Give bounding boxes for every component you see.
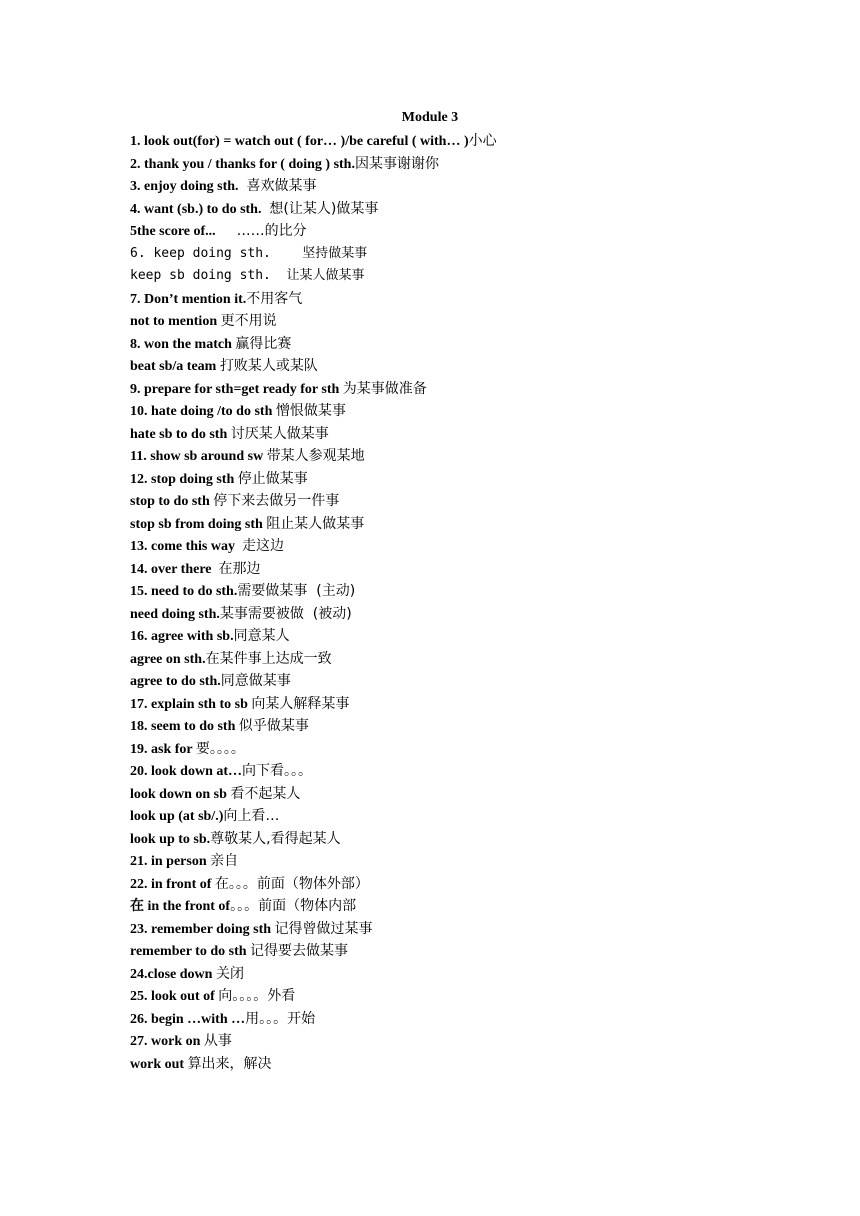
phrase-chinese: 用。。。开始 bbox=[245, 1010, 316, 1027]
phrase-english: 在 in the front of bbox=[130, 899, 231, 914]
phrase-english: 16. agree with sb. bbox=[130, 629, 234, 644]
phrase-chinese: 算出来，解决 bbox=[187, 1055, 272, 1072]
phrase-english: stop sb from doing sth bbox=[130, 516, 267, 532]
phrase-chinese: 停下来去做另一件事 bbox=[213, 493, 340, 509]
phrase-english: 6. keep doing sth. bbox=[130, 245, 303, 261]
phrase-line bbox=[130, 288, 830, 311]
phrase-english: agree to do sth. bbox=[130, 674, 221, 689]
phrase-english: need doing sth. bbox=[130, 606, 220, 622]
phrase-line bbox=[130, 198, 830, 221]
phrase-english: look up to sb. bbox=[130, 831, 211, 847]
phrase-english: keep sb doing sth. bbox=[130, 268, 287, 283]
phrase-english: 18. seem to do sth bbox=[130, 719, 239, 734]
phrase-line bbox=[130, 963, 830, 986]
phrase-line bbox=[130, 670, 830, 693]
module-title: Module 3 bbox=[401, 110, 459, 125]
phrase-chinese: 带某人参观某地 bbox=[266, 448, 365, 464]
phrase-line bbox=[130, 738, 830, 761]
phrase-chinese: 想(让某人)做某事 bbox=[264, 200, 379, 217]
phrase-chinese: 亲自 bbox=[210, 853, 239, 869]
phrase-chinese: 看不起某人 bbox=[230, 785, 301, 802]
phrase-line bbox=[130, 850, 830, 873]
phrase-line bbox=[130, 603, 830, 626]
phrase-chinese: 关闭 bbox=[215, 965, 244, 982]
phrase-english: 21. in person bbox=[130, 854, 211, 869]
phrase-chinese: 阻止某人做某事 bbox=[266, 515, 365, 532]
phrase-english: agree on sth. bbox=[130, 651, 206, 667]
phrase-english: look down on sb bbox=[130, 786, 231, 802]
phrase-english: 4. want (sb.) to do sth. bbox=[130, 201, 265, 217]
phrase-chinese: 要。。。。 bbox=[195, 740, 245, 757]
phrase-chinese: 。。。前面（物体内部 bbox=[230, 898, 357, 914]
phrase-english: 14. over there bbox=[130, 561, 219, 577]
phrase-line bbox=[130, 468, 830, 491]
phrase-chinese: 不用客气 bbox=[246, 290, 303, 307]
phrase-chinese: 讨厌某人做某事 bbox=[230, 425, 329, 442]
phrase-english: 26. begin …with … bbox=[130, 1011, 246, 1027]
phrase-line bbox=[130, 1008, 830, 1031]
phrase-chinese: 似乎做某事 bbox=[238, 718, 309, 734]
phrase-line bbox=[130, 805, 830, 828]
phrase-chinese: 在那边 bbox=[218, 560, 261, 577]
phrase-chinese: 向某人解释某事 bbox=[251, 695, 350, 712]
phrase-line bbox=[130, 828, 830, 851]
phrase-english: 10. hate doing /to do sth bbox=[130, 404, 276, 419]
phrase-english: 13. come this way bbox=[130, 539, 242, 554]
phrase-line bbox=[130, 175, 830, 198]
phrase-chinese: 更不用说 bbox=[220, 313, 277, 329]
phrase-line bbox=[130, 940, 830, 963]
phrase-chinese: 小心 bbox=[468, 133, 497, 149]
phrase-line bbox=[130, 130, 830, 153]
phrase-english: remember to do sth bbox=[130, 944, 251, 959]
phrase-english: 22. in front of bbox=[130, 876, 215, 892]
phrase-line bbox=[130, 895, 830, 918]
phrase-chinese: 走这边 bbox=[242, 538, 284, 554]
phrase-chinese: 从事 bbox=[203, 1033, 232, 1049]
phrase-english: 23. remember doing sth bbox=[130, 921, 275, 937]
phrase-line bbox=[130, 1053, 830, 1076]
phrase-line bbox=[130, 243, 830, 266]
phrase-chinese: 某事需要被做 (被动) bbox=[219, 605, 352, 622]
phrase-line bbox=[130, 648, 830, 671]
phrase-line bbox=[130, 310, 830, 333]
phrase-english: 20. look down at… bbox=[130, 764, 243, 779]
phrase-line bbox=[130, 873, 830, 896]
phrase-chinese: 在。。。前面（物体外部） bbox=[214, 875, 369, 892]
phrase-chinese: 憎恨做某事 bbox=[275, 403, 346, 419]
phrase-line bbox=[130, 558, 830, 581]
phrase-line bbox=[130, 715, 830, 738]
phrase-line bbox=[130, 400, 830, 423]
phrase-chinese: 坚持做某事 bbox=[302, 245, 368, 261]
phrase-english: 7. Don’t mention it. bbox=[130, 291, 247, 307]
phrase-line bbox=[130, 423, 830, 446]
phrase-chinese: 在某件事上达成一致 bbox=[205, 650, 332, 667]
phrase-chinese: 向下看。。。 bbox=[242, 763, 313, 779]
phrase-english: 3. enjoy doing sth. bbox=[130, 179, 243, 194]
phrase-line bbox=[130, 153, 830, 176]
phrase-line bbox=[130, 1030, 830, 1053]
phrase-chinese: 向。。。。外看 bbox=[218, 988, 296, 1004]
phrase-line bbox=[130, 625, 830, 648]
phrase-chinese: 让某人做某事 bbox=[286, 268, 365, 283]
phrase-line bbox=[130, 490, 830, 513]
phrase-english: hate sb to do sth bbox=[130, 426, 231, 442]
phrase-line bbox=[130, 985, 830, 1008]
phrase-english: 25. look out of bbox=[130, 989, 219, 1004]
phrase-chinese: 赢得比赛 bbox=[235, 335, 292, 352]
phrase-english: work out bbox=[130, 1056, 188, 1072]
phrase-list bbox=[130, 130, 830, 1075]
phrase-line bbox=[130, 918, 830, 941]
phrase-line bbox=[130, 760, 830, 783]
phrase-line bbox=[130, 220, 830, 243]
phrase-chinese: 同意某人 bbox=[233, 628, 290, 644]
phrase-line bbox=[130, 355, 830, 378]
phrase-english: beat sb/a team bbox=[130, 359, 220, 374]
phrase-english: 12. stop doing sth bbox=[130, 471, 238, 487]
phrase-line bbox=[130, 445, 830, 468]
phrase-english: 5the score of... bbox=[130, 224, 237, 239]
phrase-line bbox=[130, 333, 830, 356]
phrase-line bbox=[130, 265, 830, 288]
phrase-chinese: ……的比分 bbox=[236, 223, 307, 239]
phrase-line bbox=[130, 693, 830, 716]
phrase-english: 1. look out(for) = watch out ( for… )/be careful ( with… ) bbox=[130, 134, 469, 149]
phrase-chinese: 尊敬某人,看得起某人 bbox=[210, 830, 341, 847]
phrase-english: 8. won the match bbox=[130, 336, 236, 352]
phrase-chinese: 记得要去做某事 bbox=[250, 943, 349, 959]
phrase-line bbox=[130, 513, 830, 536]
phrase-english: 11. show sb around sw bbox=[130, 449, 267, 464]
phrase-chinese: 打败某人或某队 bbox=[219, 358, 318, 374]
phrase-chinese: 停止做某事 bbox=[237, 470, 308, 487]
phrase-english: 9. prepare for sth=get ready for sth bbox=[130, 381, 343, 397]
phrase-line bbox=[130, 378, 830, 401]
phrase-english: 2. thank you / thanks for ( doing ) sth. bbox=[130, 156, 355, 172]
phrase-english: 17. explain sth to sb bbox=[130, 696, 252, 712]
phrase-chinese: 向上看… bbox=[223, 808, 280, 824]
phrase-line bbox=[130, 535, 830, 558]
phrase-english: look up (at sb/.) bbox=[130, 809, 224, 824]
phrase-chinese: 同意做某事 bbox=[220, 673, 291, 689]
phrase-chinese: 为某事做准备 bbox=[342, 380, 427, 397]
phrase-chinese: 因某事谢谢你 bbox=[354, 155, 439, 172]
phrase-line bbox=[130, 580, 830, 603]
phrase-chinese: 喜欢做某事 bbox=[242, 178, 317, 194]
phrase-english: stop to do sth bbox=[130, 494, 214, 509]
phrase-english: 15. need to do sth. bbox=[130, 584, 238, 599]
phrase-english: 19. ask for bbox=[130, 741, 196, 757]
phrase-english: 24.close down bbox=[130, 966, 216, 982]
phrase-chinese: 记得曾做过某事 bbox=[274, 920, 373, 937]
phrase-line bbox=[130, 783, 830, 806]
phrase-english: 27. work on bbox=[130, 1034, 204, 1049]
phrase-english: not to mention bbox=[130, 314, 221, 329]
phrase-chinese: 需要做某事 (主动) bbox=[237, 583, 356, 599]
